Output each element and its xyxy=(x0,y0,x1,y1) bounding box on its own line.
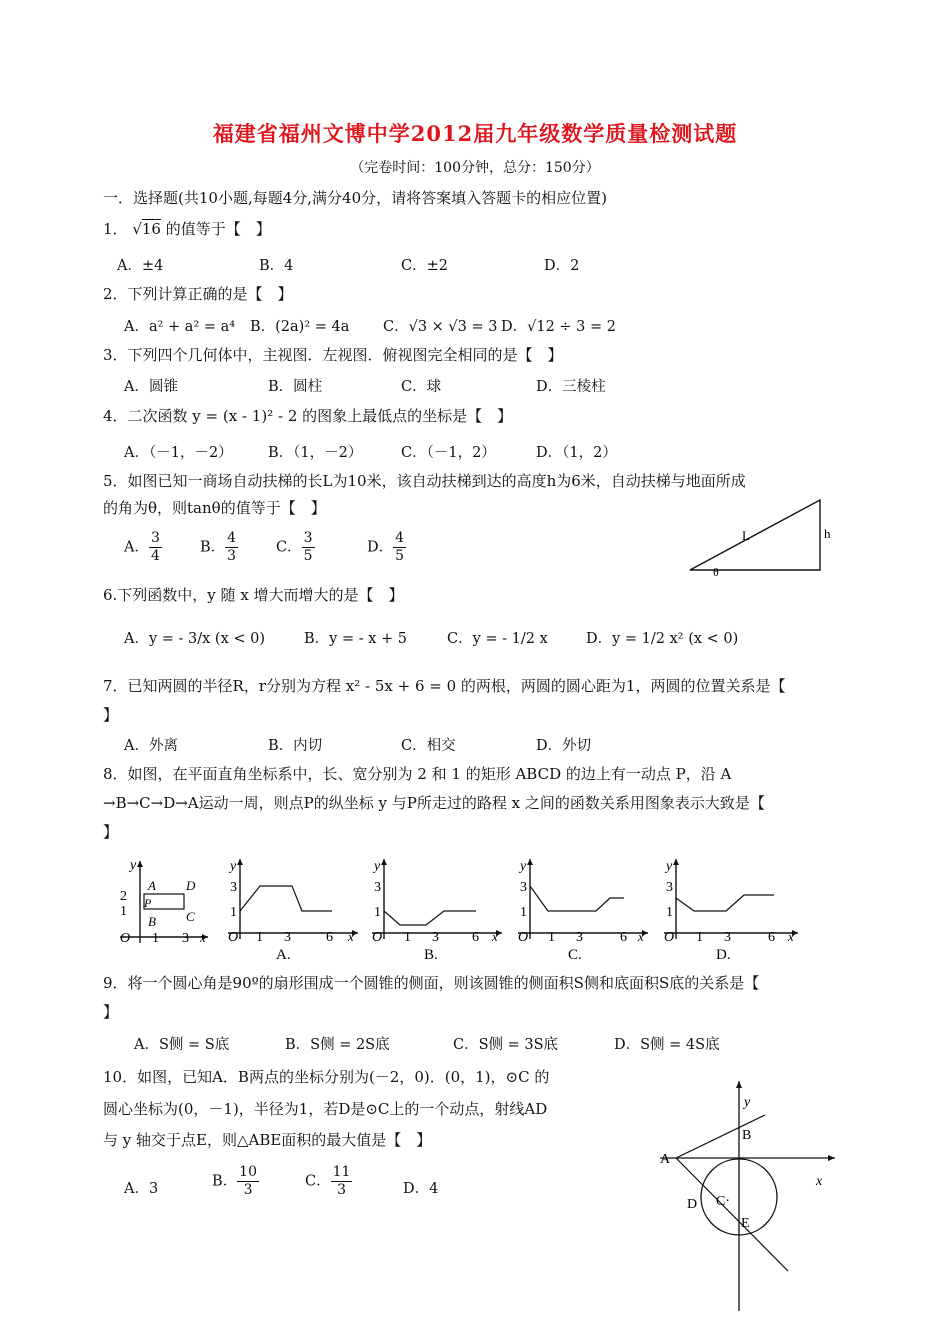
svg-text:2: 2 xyxy=(120,889,127,904)
q4-option-c[interactable]: C．（－1，2） xyxy=(401,445,496,461)
question-7-line2: 】 xyxy=(103,706,119,724)
page-title: 福建省福州文博中学2012届九年级数学质量检测试题 xyxy=(212,121,738,146)
q4-option-b[interactable]: B．（1，－2） xyxy=(268,445,363,461)
q1-option-a[interactable]: A．±4 xyxy=(117,258,164,274)
graph-label-c: C. xyxy=(568,947,582,960)
question-6: 6.下列函数中，y 随 x 增大而增大的是【 】 xyxy=(103,586,404,604)
svg-text:O: O xyxy=(518,930,529,945)
q8-graph-a[interactable] xyxy=(222,855,362,960)
svg-text:O: O xyxy=(372,930,383,945)
svg-text:3: 3 xyxy=(182,931,189,946)
section-heading: 一．选择题(共10小题,每题4分,满分40分，请将答案填入答题卡的相应位置) xyxy=(103,189,607,207)
q2-option-b[interactable]: B．(2a)² = 4a xyxy=(250,319,350,335)
question-10-line2: 圆心坐标为(0，－1)，半径为1，若D是⊙C上的一个动点，射线AD xyxy=(103,1100,548,1118)
q7-option-a[interactable]: A．外离 xyxy=(124,738,178,754)
svg-text:1: 1 xyxy=(230,905,237,920)
svg-text:1: 1 xyxy=(548,930,555,945)
svg-text:3: 3 xyxy=(576,930,583,945)
svg-text:C: C xyxy=(186,909,195,924)
svg-text:3: 3 xyxy=(284,930,291,945)
q5-option-a[interactable]: A． $\frac{3}{4}$ xyxy=(124,530,160,564)
graph-label-d: D. xyxy=(716,947,731,960)
svg-text:6: 6 xyxy=(472,930,479,945)
q6-option-d[interactable]: D．y = 1/2 x² (x < 0) xyxy=(586,631,739,647)
svg-text:1: 1 xyxy=(152,931,159,946)
q7-option-c[interactable]: C．相交 xyxy=(401,738,456,754)
exam-info: （完卷时间：100分钟，总分：150分） xyxy=(350,160,600,176)
q1-option-c[interactable]: C．±2 xyxy=(401,258,448,274)
svg-text:O: O xyxy=(664,930,675,945)
svg-text:A: A xyxy=(148,878,156,893)
question-3: 3．下列四个几何体中，主视图．左视图．俯视图完全相同的是【 】 xyxy=(103,346,563,364)
q9-option-a[interactable]: A．S侧 = S底 xyxy=(134,1037,230,1053)
escalator-triangle-figure xyxy=(680,490,840,585)
svg-text:3: 3 xyxy=(666,880,673,895)
svg-text:x: x xyxy=(348,929,354,944)
svg-text:O: O xyxy=(120,931,131,946)
svg-text:A: A xyxy=(660,1152,671,1167)
question-9-line2: 】 xyxy=(103,1003,119,1021)
q3-option-a[interactable]: A．圆锥 xyxy=(124,379,178,395)
svg-text:1: 1 xyxy=(256,930,263,945)
question-5-line1: 5．如图已知一商场自动扶梯的长L为10米，该自动扶梯到达的高度h为6米，自动扶梯与地面所成 xyxy=(103,472,746,490)
q10-option-b[interactable]: B． $\frac{10}{3}$ xyxy=(212,1164,257,1198)
q8-graph-c[interactable] xyxy=(512,855,652,960)
q2-option-c[interactable]: C．√3 × √3 = 3 xyxy=(383,319,498,335)
q2-option-d[interactable]: D．√12 ÷ 3 = 2 xyxy=(501,319,617,335)
sqrt-symbol: √16 xyxy=(132,220,161,238)
svg-text:E: E xyxy=(741,1216,750,1231)
q1-number: 1． xyxy=(103,220,128,238)
svg-text:x: x xyxy=(788,929,794,944)
q3-option-b[interactable]: B．圆柱 xyxy=(268,379,323,395)
q4-option-a[interactable]: A．（－1，－2） xyxy=(124,445,233,461)
svg-text:3: 3 xyxy=(520,880,527,895)
q10-option-a[interactable]: A．3 xyxy=(124,1181,159,1197)
svg-text:3: 3 xyxy=(724,930,731,945)
q8-graph-b[interactable] xyxy=(366,855,506,960)
question-5-line2: 的角为θ，则tanθ的值等于【 】 xyxy=(103,499,326,517)
question-1 xyxy=(103,219,271,239)
svg-text:C·: C· xyxy=(716,1194,730,1209)
q7-option-d[interactable]: D．外切 xyxy=(536,738,592,754)
q6-option-c[interactable]: C．y = - 1/2 x xyxy=(447,631,548,647)
question-8-line2: →B→C→D→A运动一周，则点P的纵坐标 y 与P所走过的路程 x 之间的函数关系用图象表示大致是【 xyxy=(103,794,765,812)
q4-option-d[interactable]: D．（1，2） xyxy=(536,445,617,461)
svg-text:1: 1 xyxy=(520,905,527,920)
question-8-line1: 8．如图，在平面直角坐标系中，长、宽分别为 2 和 1 的矩形 ABCD 的边上有一动点 P，沿 A xyxy=(103,765,732,783)
svg-text:1: 1 xyxy=(404,930,411,945)
svg-text:3: 3 xyxy=(374,880,381,895)
svg-text:6: 6 xyxy=(326,930,333,945)
graph-label-a: A. xyxy=(276,947,291,960)
svg-text:y: y xyxy=(230,859,237,874)
q6-option-b[interactable]: B．y = - x + 5 xyxy=(304,631,407,647)
svg-text:y: y xyxy=(744,1095,751,1110)
svg-text:1: 1 xyxy=(120,904,127,919)
q3-option-d[interactable]: D．三棱柱 xyxy=(536,379,606,395)
q1-option-d[interactable]: D．2 xyxy=(544,258,580,274)
svg-text:y: y xyxy=(520,859,527,874)
svg-text:3: 3 xyxy=(230,880,237,895)
q9-option-d[interactable]: D．S侧 = 4S底 xyxy=(614,1037,720,1053)
q1-option-b[interactable]: B．4 xyxy=(259,258,294,274)
question-10-line1: 10．如图，已知A．B两点的坐标分别为(－2，0)．(0，1)，⊙C 的 xyxy=(103,1068,550,1086)
svg-text:x: x xyxy=(816,1174,823,1189)
q9-option-b[interactable]: B．S侧 = 2S底 xyxy=(285,1037,390,1053)
question-10-line3: 与 y 轴交于点E，则△ABE面积的最大值是【 】 xyxy=(103,1131,432,1149)
svg-text:D: D xyxy=(687,1197,698,1212)
q5-option-c[interactable]: C． $\frac{3}{5}$ xyxy=(276,530,313,564)
svg-text:P: P xyxy=(144,896,152,910)
graph-label-b: B. xyxy=(424,947,438,960)
question-8-line3: 】 xyxy=(103,823,119,841)
q9-option-c[interactable]: C．S侧 = 3S底 xyxy=(453,1037,559,1053)
svg-text:y: y xyxy=(130,858,137,873)
q10-option-d[interactable]: D．4 xyxy=(403,1181,439,1197)
q5-option-d[interactable]: D． $\frac{4}{5}$ xyxy=(367,530,405,564)
q8-graph-d[interactable] xyxy=(658,855,803,960)
svg-text:1: 1 xyxy=(696,930,703,945)
svg-text:y: y xyxy=(666,859,673,874)
svg-text:x: x xyxy=(492,929,498,944)
q3-option-c[interactable]: C．球 xyxy=(401,379,442,395)
q6-option-a[interactable]: A．y = - 3/x (x < 0) xyxy=(124,631,266,647)
svg-text:B: B xyxy=(742,1128,752,1143)
svg-text:O: O xyxy=(228,930,239,945)
q5-option-b[interactable]: B． $\frac{4}{3}$ xyxy=(200,530,237,564)
question-4: 4．二次函数 y = (x - 1)² - 2 的图象上最低点的坐标是【 】 xyxy=(103,407,513,425)
question-9-line1: 9．将一个圆心角是90º的扇形围成一个圆锥的侧面，则该圆锥的侧面积S侧和底面积S底的关系是【 xyxy=(103,974,760,992)
label-L: L xyxy=(742,528,750,543)
svg-text:6: 6 xyxy=(620,930,627,945)
svg-text:3: 3 xyxy=(432,930,439,945)
q10-circle-figure xyxy=(650,1075,845,1315)
svg-text:1: 1 xyxy=(374,905,381,920)
q10-option-c[interactable]: C． $\frac{11}{3}$ xyxy=(305,1164,351,1198)
question-2: 2．下列计算正确的是【 】 xyxy=(103,285,293,303)
svg-text:6: 6 xyxy=(768,930,775,945)
svg-text:B: B xyxy=(148,914,156,929)
label-h: h xyxy=(824,526,831,541)
question-7-line1: 7．已知两圆的半径R，r分别为方程 x² - 5x + 6 = 0 的两根，两圆的圆心距为1，两圆的位置关系是【 xyxy=(103,677,786,695)
svg-text:D: D xyxy=(186,878,196,893)
svg-text:x: x xyxy=(200,930,206,945)
label-theta: θ xyxy=(713,565,719,579)
q7-option-b[interactable]: B．内切 xyxy=(268,738,323,754)
svg-text:x: x xyxy=(638,929,644,944)
svg-text:1: 1 xyxy=(666,905,673,920)
q8-rectangle-figure xyxy=(112,855,212,947)
q2-option-a[interactable]: A．a² + a² = a⁴ xyxy=(124,319,236,335)
q1-stem: 的值等于【 】 xyxy=(165,220,271,238)
svg-text:y: y xyxy=(374,859,381,874)
